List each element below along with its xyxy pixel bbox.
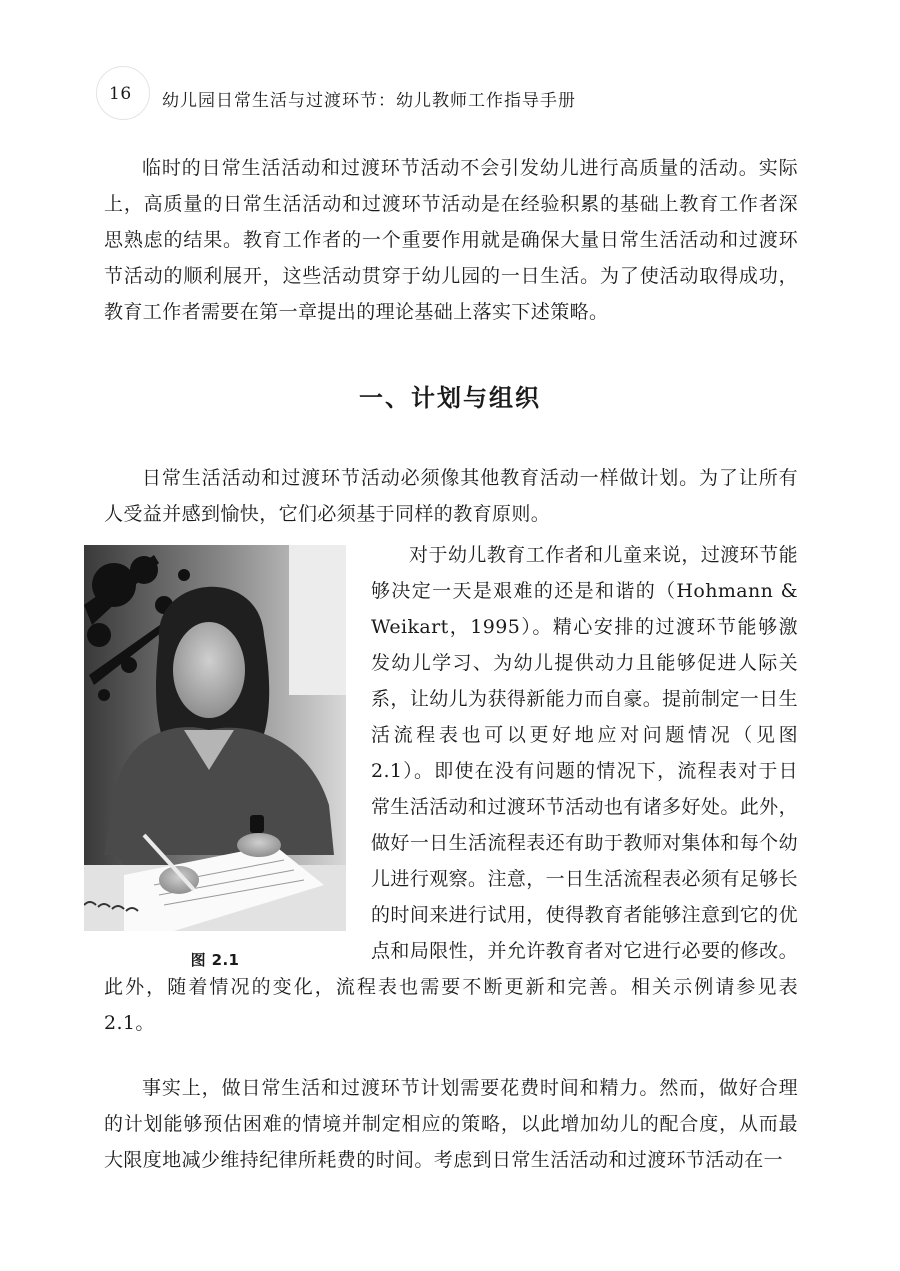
- paragraph-3: 对于幼儿教育工作者和儿童来说，过渡环节能够决定一天是艰难的还是和谐的（Hohmann & Weikart，1995）。精心安排的过渡环节能够激发幼儿学习、为幼儿提供动力且能够促进人际关系，让幼儿为获得新能力而自豪。提前制定一日生活流程表也可以更好地应对问题情况（见图 2.1）。即使在没有问题的情况下，流程表对于日常生活活动和过渡环节活动也有诸多好处。此外，做好一日生活流程表还有助于教师对集体和每个幼儿进行观察。注意，一日生活流程表必须有足够长的时间来进行试用，使得教育者能够注意到它的优点和局限性，并允许教育者对它进行必要的修改。此外，随着情况的变化，流程表也需要不断更新和完善。相关示例请参见表 2.1。: [104, 544, 798, 1034]
- paragraph-3-with-figure: [104, 537, 798, 1041]
- page-number: 16: [109, 84, 132, 104]
- paragraph-1: 临时的日常生活活动和过渡环节活动不会引发幼儿进行高质量的活动。实际上，高质量的日常生活活动和过渡环节活动是在经验积累的基础上教育工作者深思熟虑的结果。教育工作者的一个重要作用就是确保大量日常生活活动和过渡环节活动的顺利展开，这些活动贯穿于幼儿园的一日生活。为了使活动取得成功，教育工作者需要在第一章提出的理论基础上落实下述策略。: [104, 157, 798, 323]
- running-head-title: 幼儿园日常生活与过渡环节：幼儿教师工作指导手册: [162, 91, 576, 111]
- figure-2-1: [84, 537, 346, 969]
- paragraph-2: 日常生活活动和过渡环节活动必须像其他教育活动一样做计划。为了让所有人受益并感到愉快，它们必须基于同样的教育原则。: [104, 467, 798, 525]
- paragraph-4: 事实上，做日常生活和过渡环节计划需要花费时间和精力。然而，做好合理的计划能够预估困难的情境并制定相应的策略，以此增加幼儿的配合度，从而最大限度地减少维持纪律所耗费的时间。考虑到日常生活活动和过渡环节活动在一: [104, 1077, 798, 1171]
- figure-caption: 图 2.1: [190, 951, 240, 969]
- figure-photo-woman-writing: [84, 545, 346, 931]
- section-heading: 一、计划与组织: [359, 384, 541, 412]
